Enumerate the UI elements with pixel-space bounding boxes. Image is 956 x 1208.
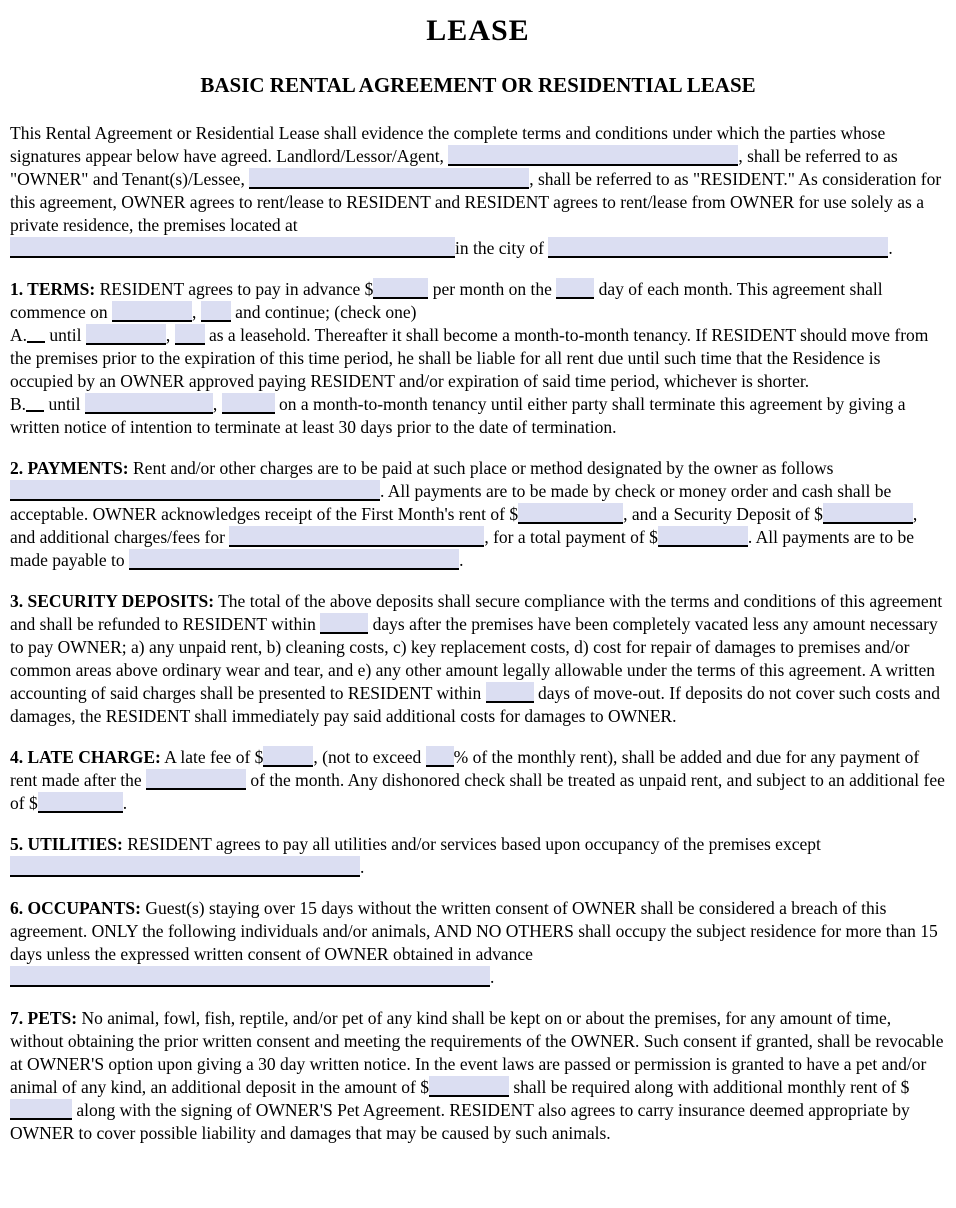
commence-year-field[interactable] bbox=[201, 301, 231, 322]
text-segment: of the month. Any dishonored check shall be treated as unpaid rent, and subject to an additional fee of $ bbox=[10, 770, 945, 813]
text-segment: along with the signing of OWNER'S Pet Agreement. RESIDENT also agrees to carry insurance deemed appropriate by OWNER to cover possible liability and damages that may be caused by such animals. bbox=[10, 1100, 910, 1143]
section-heading: 2. PAYMENTS: bbox=[10, 458, 129, 478]
refund-days-field[interactable] bbox=[320, 613, 368, 634]
section-heading: 4. LATE CHARGE: bbox=[10, 747, 161, 767]
section-heading: 5. UTILITIES: bbox=[10, 834, 123, 854]
occupants-names-field[interactable] bbox=[10, 966, 490, 987]
document-subtitle: BASIC RENTAL AGREEMENT OR RESIDENTIAL LEASE bbox=[200, 73, 756, 97]
text-segment: days of move-out. If deposits do not cover such costs and damages, the RESIDENT shall immediately pay said additional costs for damages to OWNER. bbox=[10, 683, 940, 726]
text-segment: This Rental Agreement or Residential Lease shall evidence the complete terms and conditions under which the parties whose signatures appear below have agreed. Landlord/Lessor/Agent, bbox=[10, 123, 886, 166]
text-segment: until bbox=[45, 325, 86, 345]
paragraph-intro bbox=[10, 122, 946, 260]
text-segment: No animal, fowl, fish, reptile, and/or pet of any kind shall be kept on or about the premises, for any amount of time, without obtaining the prior written consent and meeting the requirements of the OWNER. Such consent if granted, shall be revocable at OWNER'S option upon giving a 30 day written notice. In the event laws are passed or permission is granted to have a pet and/or animal of any kind, an additional deposit in the amount of $ bbox=[10, 1008, 944, 1097]
rent-due-day-field[interactable] bbox=[556, 278, 594, 299]
first-month-rent-field[interactable] bbox=[518, 503, 623, 524]
lease-end-date-b-field[interactable] bbox=[85, 393, 213, 414]
paragraph-occupants bbox=[10, 897, 946, 989]
text-segment: day of each month. This agreement shall commence on bbox=[10, 279, 883, 322]
text-segment: , (not to exceed bbox=[313, 747, 426, 767]
pet-monthly-rent-field[interactable] bbox=[10, 1099, 72, 1120]
text-segment: on a month-to-month tenancy until either party shall terminate this agreement by giving a written notice of intention to terminate at least 30 days prior to the date of termination. bbox=[10, 394, 906, 437]
text-segment: . bbox=[490, 967, 495, 987]
pet-deposit-field[interactable] bbox=[429, 1076, 509, 1097]
monthly-rent-amount-field[interactable] bbox=[373, 278, 428, 299]
text-segment: A. bbox=[10, 325, 28, 345]
text-segment: RESIDENT agrees to pay in advance $ bbox=[95, 279, 374, 299]
text-segment: , shall be referred to as "RESIDENT." As consideration for this agreement, OWNER agrees to rent/lease to RESIDENT and RESIDENT agrees to rent/lease from OWNER for use solely as a private residence, the premises located at bbox=[10, 169, 942, 235]
text-segment: . bbox=[360, 857, 365, 877]
commence-date-field[interactable] bbox=[112, 301, 192, 322]
paragraph-payments bbox=[10, 457, 946, 572]
option-a-check-field[interactable] bbox=[27, 326, 45, 343]
late-after-day-field[interactable] bbox=[146, 769, 246, 790]
text-segment: . bbox=[459, 550, 464, 570]
utilities-exceptions-field[interactable] bbox=[10, 856, 360, 877]
document-title: LEASE bbox=[426, 14, 530, 47]
lease-end-year-b-field[interactable] bbox=[222, 393, 275, 414]
total-payment-field[interactable] bbox=[658, 526, 748, 547]
section-heading: 6. OCCUPANTS: bbox=[10, 898, 141, 918]
lease-end-date-a-field[interactable] bbox=[86, 324, 166, 345]
text-segment: , for a total payment of $ bbox=[484, 527, 658, 547]
text-segment: per month on the bbox=[428, 279, 557, 299]
text-segment: The total of the above deposits shall secure compliance with the terms and conditions of this agreement and shall be refunded to RESIDENT within bbox=[10, 591, 943, 634]
payable-to-field[interactable] bbox=[129, 549, 459, 570]
text-segment: . All payments are to be made payable to bbox=[10, 527, 915, 570]
late-fee-percent-field[interactable] bbox=[426, 746, 454, 767]
premises-address-field[interactable] bbox=[10, 237, 455, 258]
security-deposit-field[interactable] bbox=[823, 503, 913, 524]
text-segment: B. bbox=[10, 394, 27, 414]
text-segment: in the city of bbox=[455, 238, 549, 258]
payment-place-field[interactable] bbox=[10, 480, 380, 501]
additional-charges-field[interactable] bbox=[229, 526, 484, 547]
premises-city-field[interactable] bbox=[548, 237, 888, 258]
paragraph-security-deposits bbox=[10, 590, 946, 728]
landlord-name-field[interactable] bbox=[448, 145, 738, 166]
text-segment: , and additional charges/fees for bbox=[10, 504, 918, 547]
text-segment: until bbox=[44, 394, 85, 414]
option-b-check-field[interactable] bbox=[26, 395, 44, 412]
text-segment: . bbox=[888, 238, 893, 258]
text-segment: . bbox=[122, 793, 128, 813]
text-segment: . All payments are to be made by check or money order and cash shall be acceptable. OWNER acknowledges receipt of the First Month's rent of $ bbox=[10, 481, 892, 524]
dishonored-check-fee-field[interactable] bbox=[38, 792, 123, 813]
paragraph-utilities bbox=[10, 833, 946, 879]
late-fee-amount-field[interactable] bbox=[263, 746, 313, 767]
text-segment: , bbox=[192, 302, 201, 322]
text-segment: , shall be referred to as "OWNER" and Tenant(s)/Lessee, bbox=[10, 146, 898, 189]
text-segment: shall be required along with additional monthly rent of $ bbox=[508, 1077, 910, 1097]
section-heading: 1. TERMS: bbox=[10, 279, 96, 299]
text-segment: % of the monthly rent), shall be added and due for any payment of rent made after the bbox=[10, 747, 920, 790]
text-segment: A late fee of $ bbox=[160, 747, 264, 767]
text-segment: Rent and/or other charges are to be paid at such place or method designated by the owner as follows bbox=[128, 458, 834, 478]
tenant-name-field[interactable] bbox=[249, 168, 529, 189]
paragraph-terms bbox=[10, 278, 946, 439]
lease-end-year-a-field[interactable] bbox=[175, 324, 205, 345]
text-segment: days after the premises have been completely vacated less any amount necessary to pay OWNER; a) any unpaid rent, b) cleaning costs, c) key replacement costs, d) cost for repair of damages to premises and/or common areas above ordinary wear and tear, and e) any other amount legally allowable under the terms of this agreement. A written accounting of said charges shall be presented to RESIDENT within bbox=[10, 614, 938, 703]
text-segment: RESIDENT agrees to pay all utilities and/or services based upon occupancy of the premises except bbox=[122, 834, 821, 854]
text-segment: as a leasehold. Thereafter it shall become a month-to-month tenancy. If RESIDENT should move from the premises prior to the expiration of this time period, he shall be liable for all rent due until such time that the Residence is occupied by an OWNER approved paying RESIDENT and/or expiration of said time period, whichever is shorter. bbox=[10, 325, 929, 391]
text-segment: , bbox=[165, 325, 175, 345]
paragraph-late-charge bbox=[10, 746, 946, 815]
text-segment: Guest(s) staying over 15 days without the written consent of OWNER shall be considered a breach of this agreement. ONLY the following individuals and/or animals, AND NO OTHERS shall occupy the subject residence for more than 15 days unless the expressed written consent of OWNER obtained in advance bbox=[10, 898, 938, 964]
accounting-days-field[interactable] bbox=[486, 682, 534, 703]
section-heading: 3. SECURITY DEPOSITS: bbox=[10, 591, 215, 611]
text-segment: , and a Security Deposit of $ bbox=[623, 504, 823, 524]
paragraph-pets bbox=[10, 1007, 946, 1145]
text-segment: and continue; (check one) bbox=[230, 302, 417, 322]
text-segment: , bbox=[212, 394, 222, 414]
section-heading: 7. PETS: bbox=[10, 1008, 78, 1028]
document-body bbox=[10, 122, 946, 1145]
